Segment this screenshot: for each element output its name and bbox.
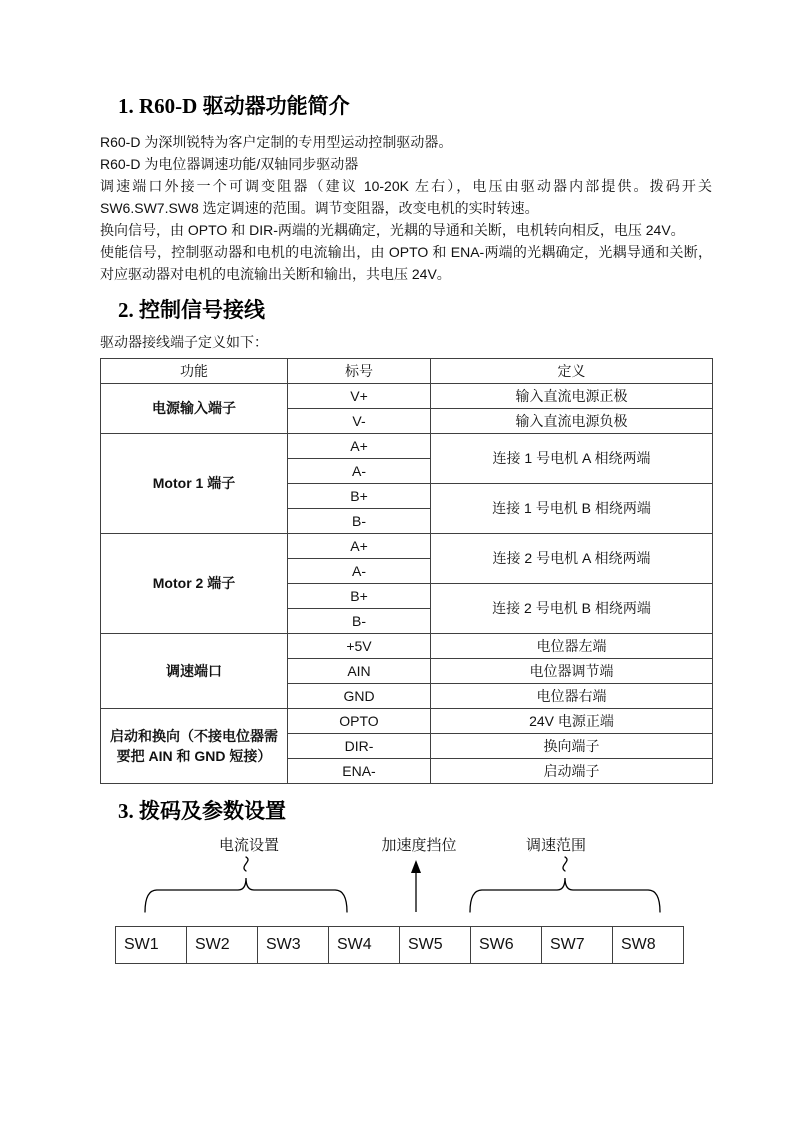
terminal-table — [100, 358, 713, 784]
paragraph: R60-D 为深圳锐特为客户定制的专用型运动控制驱动器。 — [100, 134, 453, 150]
dip-switch-diagram — [100, 834, 712, 926]
definition-cell: 连接 2 号电机 A 相绕两端 — [431, 534, 713, 584]
sw-cell: SW7 — [542, 927, 613, 964]
label-acceleration-gear: 加速度挡位 — [381, 837, 457, 854]
section-2-heading: 2. 控制信号接线 — [118, 298, 265, 322]
label-cell: OPTO — [288, 709, 431, 734]
definition-cell: 24V 电源正端 — [431, 709, 713, 734]
acceleration-arrowhead-icon — [411, 860, 421, 873]
label-cell: A- — [288, 559, 431, 584]
definition-cell: 连接 2 号电机 B 相绕两端 — [431, 584, 713, 634]
sw-table — [115, 926, 684, 964]
label-cell: B- — [288, 609, 431, 634]
function-cell: Motor 1 端子 — [101, 434, 288, 534]
label-cell: AIN — [288, 659, 431, 684]
label-cell: V+ — [288, 384, 431, 409]
table-row — [101, 384, 713, 409]
label-cell: DIR- — [288, 734, 431, 759]
definition-cell: 电位器右端 — [431, 684, 713, 709]
section-1-heading: 1. R60-D 驱动器功能简介 — [118, 94, 350, 118]
function-cell: 调速端口 — [101, 634, 288, 709]
definition-cell: 输入直流电源负极 — [431, 409, 713, 434]
table-header-cell: 标号 — [288, 359, 431, 384]
definition-cell: 电位器左端 — [431, 634, 713, 659]
diagram-annotations — [100, 856, 712, 920]
label-cell: V- — [288, 409, 431, 434]
table-row — [101, 709, 713, 734]
definition-cell: 输入直流电源正极 — [431, 384, 713, 409]
speed-range-squiggle-icon — [563, 857, 567, 871]
current-setting-squiggle-icon — [244, 857, 248, 871]
sw-cell: SW8 — [613, 927, 684, 964]
label-cell: A+ — [288, 534, 431, 559]
table-row — [101, 534, 713, 559]
definition-cell: 启动端子 — [431, 759, 713, 784]
table-header-cell: 功能 — [101, 359, 288, 384]
label-cell: B+ — [288, 484, 431, 509]
function-cell: 启动和换向（不接电位器需要把 AIN 和 GND 短接） — [101, 709, 288, 784]
definition-cell: 连接 1 号电机 B 相绕两端 — [431, 484, 713, 534]
label-cell: GND — [288, 684, 431, 709]
definition-cell: 换向端子 — [431, 734, 713, 759]
table-row — [101, 634, 713, 659]
speed-range-brace-icon — [470, 878, 660, 912]
page-content — [100, 93, 712, 964]
current-setting-brace-icon — [145, 878, 347, 912]
paragraph: 换向信号，由 OPTO 和 DIR-两端的光耦确定，光耦的导通和关断，电机转向相反，电压 24V。 — [100, 222, 685, 238]
label-cell: B- — [288, 509, 431, 534]
sw-cell: SW2 — [187, 927, 258, 964]
label-cell: ENA- — [288, 759, 431, 784]
sw-cell: SW3 — [258, 927, 329, 964]
label-cell: B+ — [288, 584, 431, 609]
table-header-row — [101, 359, 713, 384]
table-header-cell: 定义 — [431, 359, 713, 384]
label-cell: A- — [288, 459, 431, 484]
label-current-setting: 电流设置 — [218, 837, 280, 854]
function-cell: 电源输入端子 — [101, 384, 288, 434]
function-cell: Motor 2 端子 — [101, 534, 288, 634]
definition-cell: 电位器调节端 — [431, 659, 713, 684]
label-cell: A+ — [288, 434, 431, 459]
table-row — [101, 434, 713, 459]
paragraph: R60-D 为电位器调速功能/双轴同步驱动器 — [100, 156, 359, 172]
section-3-heading: 3. 拨码及参数设置 — [118, 799, 286, 823]
label-cell: +5V — [288, 634, 431, 659]
label-speed-range: 调速范围 — [525, 837, 587, 854]
paragraph: 调速端口外接一个可调变阻器（建议 10-20K 左右），电压由驱动器内部提供。拨码开关 SW6.SW7.SW8 选定调速的范围。调节变阻器，改变电机的实时转速。 — [100, 178, 712, 216]
sw-cell: SW4 — [329, 927, 400, 964]
sw-cell: SW6 — [471, 927, 542, 964]
definition-cell: 连接 1 号电机 A 相绕两端 — [431, 434, 713, 484]
paragraph: 使能信号，控制驱动器和电机的电流输出，由 OPTO 和 ENA-两端的光耦确定，光耦导通和关断，对应驱动器对电机的电流输出关断和输出，共电压 24V。 — [100, 244, 712, 282]
table-intro: 驱动器接线端子定义如下： — [100, 334, 268, 350]
sw-row — [116, 927, 684, 964]
sw-cell: SW1 — [116, 927, 187, 964]
sw-cell: SW5 — [400, 927, 471, 964]
